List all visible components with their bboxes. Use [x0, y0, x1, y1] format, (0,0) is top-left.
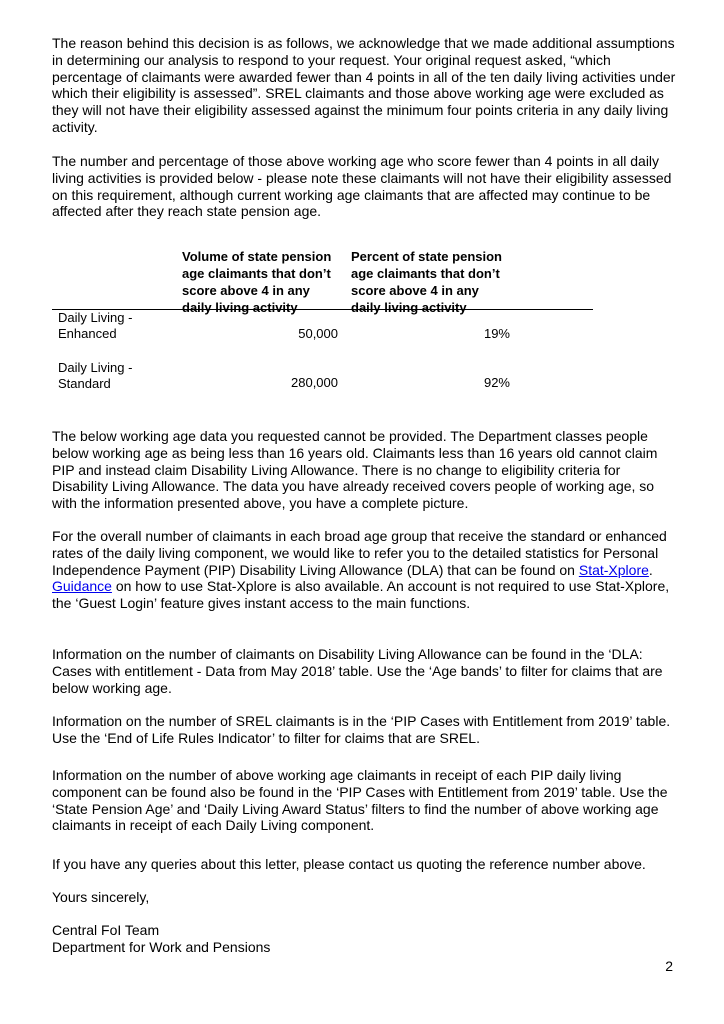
- paragraph-dla-cases: Information on the number of claimants on Disability Living Allowance can be found in the ‘DLA: Cases with entitlement - Data from May 2018’ table. Use the ‘Age bands’ to filter for claims that are below working age.: [52, 646, 663, 696]
- paragraph-decision-reason: The reason behind this decision is as follows, we acknowledge that we made additional assumptions in determining our analysis to respond to your request. Your original request asked, “which percentage of claimants were awarded fewer than 4 points in all of the ten daily living activities under which their eligibility is assessed”. SREL claimants and those above working age were excluded as they will not have their eligibility assessed against the minimum four points criteria in any daily living activity.: [52, 35, 676, 135]
- paragraph-stat-xplore: For the overall number of claimants in each broad age group that receive the standard or enhanced rates of the daily living component, we would like to refer you to the detailed statistics for Personal Independence Payment (PIP) Disability Living Allowance (DLA) that can be found on Stat-Xplore. Guidance on how to use Stat-Xplore is also available. An account is not required to use Stat-Xplore, the ‘Guest Login’ feature gives instant access to the main functions.: [52, 528, 670, 612]
- stat-xplore-link[interactable]: Stat-Xplore: [578, 561, 649, 578]
- paragraph-srel-claimants: Information on the number of SREL claimants is in the ‘PIP Cases with Entitlement from 2019’ table. Use the ‘End of Life Rules Indicator’ to filter for claims that are SREL.: [52, 713, 671, 746]
- closing-salutation: Yours sincerely,: [52, 889, 150, 905]
- paragraph-below-working-age: The below working age data you requested cannot be provided. The Department classes people below working age as being less than 16 years old. Claimants less than 16 years old cannot claim PIP and instead claim Disability Living Allowance. There is no change to eligibility criteria for Disability Living Allowance. The data you have already received covers people of working age, so with the information presented above, you have a complete picture.: [52, 428, 658, 512]
- table-cell-percent-standard: 92%: [483, 375, 510, 390]
- table-row-label-standard: Daily Living - Standard: [58, 360, 133, 391]
- page-number: 2: [665, 958, 673, 974]
- column-header-percent: Percent of state pension age claimants that don’t score above 4 in any daily living activity: [351, 249, 502, 315]
- table-cell-volume-enhanced: 50,000: [298, 326, 338, 341]
- paragraph-queries: If you have any queries about this letter, please contact us quoting the reference number above.: [52, 856, 646, 872]
- table-cell-volume-standard: 280,000: [291, 375, 338, 390]
- guidance-link[interactable]: Guidance: [52, 578, 112, 595]
- paragraph-above-working-age: The number and percentage of those above working age who score fewer than 4 points in all daily living activities is provided below - please note these claimants will not have their eligibility assessed on this requirement, although current working age claimants that are affected may continue to be affected after they reach state pension age.: [52, 153, 672, 220]
- column-header-volume: Volume of state pension age claimants that don’t score above 4 in any daily living activity: [182, 249, 332, 315]
- table-cell-percent-enhanced: 19%: [483, 326, 510, 341]
- paragraph-pip-daily-living: Information on the number of above working age claimants in receipt of each PIP daily living component can be found also be found in the ‘PIP Cases with Entitlement from 2019’ table. Use the ‘State Pension Age’ and ‘Daily Living Award Status’ filters to find the number of above working age claimants in receipt of each Daily Living component.: [52, 767, 668, 834]
- table-header-rule: [52, 309, 593, 310]
- signature-team: Central FoI Team: [52, 922, 160, 938]
- table-row-label-enhanced: Daily Living - Enhanced: [58, 310, 133, 341]
- signature-department: Department for Work and Pensions: [52, 939, 271, 955]
